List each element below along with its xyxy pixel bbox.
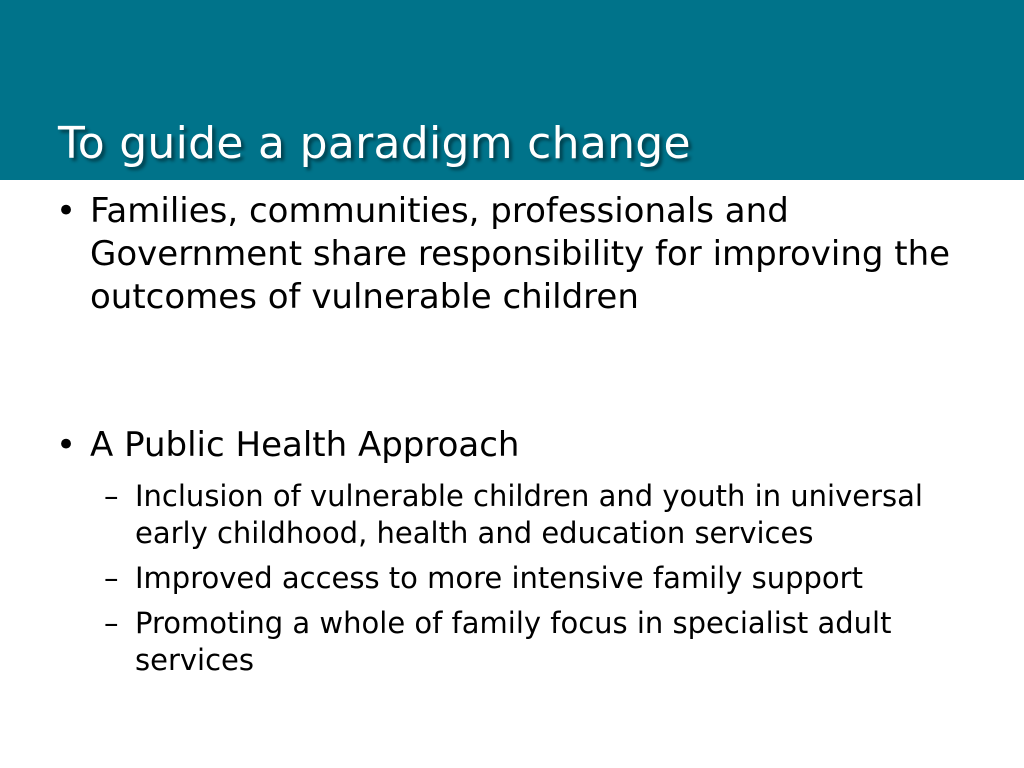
sub-bullet-access <box>104 560 984 597</box>
sub-bullet-list <box>104 478 984 687</box>
bullet-item-public-health <box>56 424 956 467</box>
bullet-marker: • <box>56 191 77 231</box>
bullet-item-shared-responsibility <box>56 190 956 319</box>
sub-bullet-text: Inclusion of vulnerable children and youth in universal early childhood, health and education services <box>135 479 923 550</box>
sub-bullet-whole-family <box>104 605 984 679</box>
sub-bullet-inclusion <box>104 478 984 552</box>
sub-bullet-marker: – <box>104 479 119 513</box>
bullet-text: A Public Health Approach <box>90 425 520 465</box>
bullet-marker: • <box>56 425 77 465</box>
title-bar <box>0 0 1024 180</box>
sub-bullet-text: Promoting a whole of family focus in specialist adult services <box>135 606 892 677</box>
slide-title: To guide a paradigm change <box>58 118 691 169</box>
sub-bullet-marker: – <box>104 561 119 595</box>
sub-bullet-text: Improved access to more intensive family support <box>135 561 863 595</box>
bullet-text: Families, communities, professionals and Government share responsibility for improving the outcomes of vulnerable children <box>90 191 951 317</box>
sub-bullet-marker: – <box>104 606 119 640</box>
